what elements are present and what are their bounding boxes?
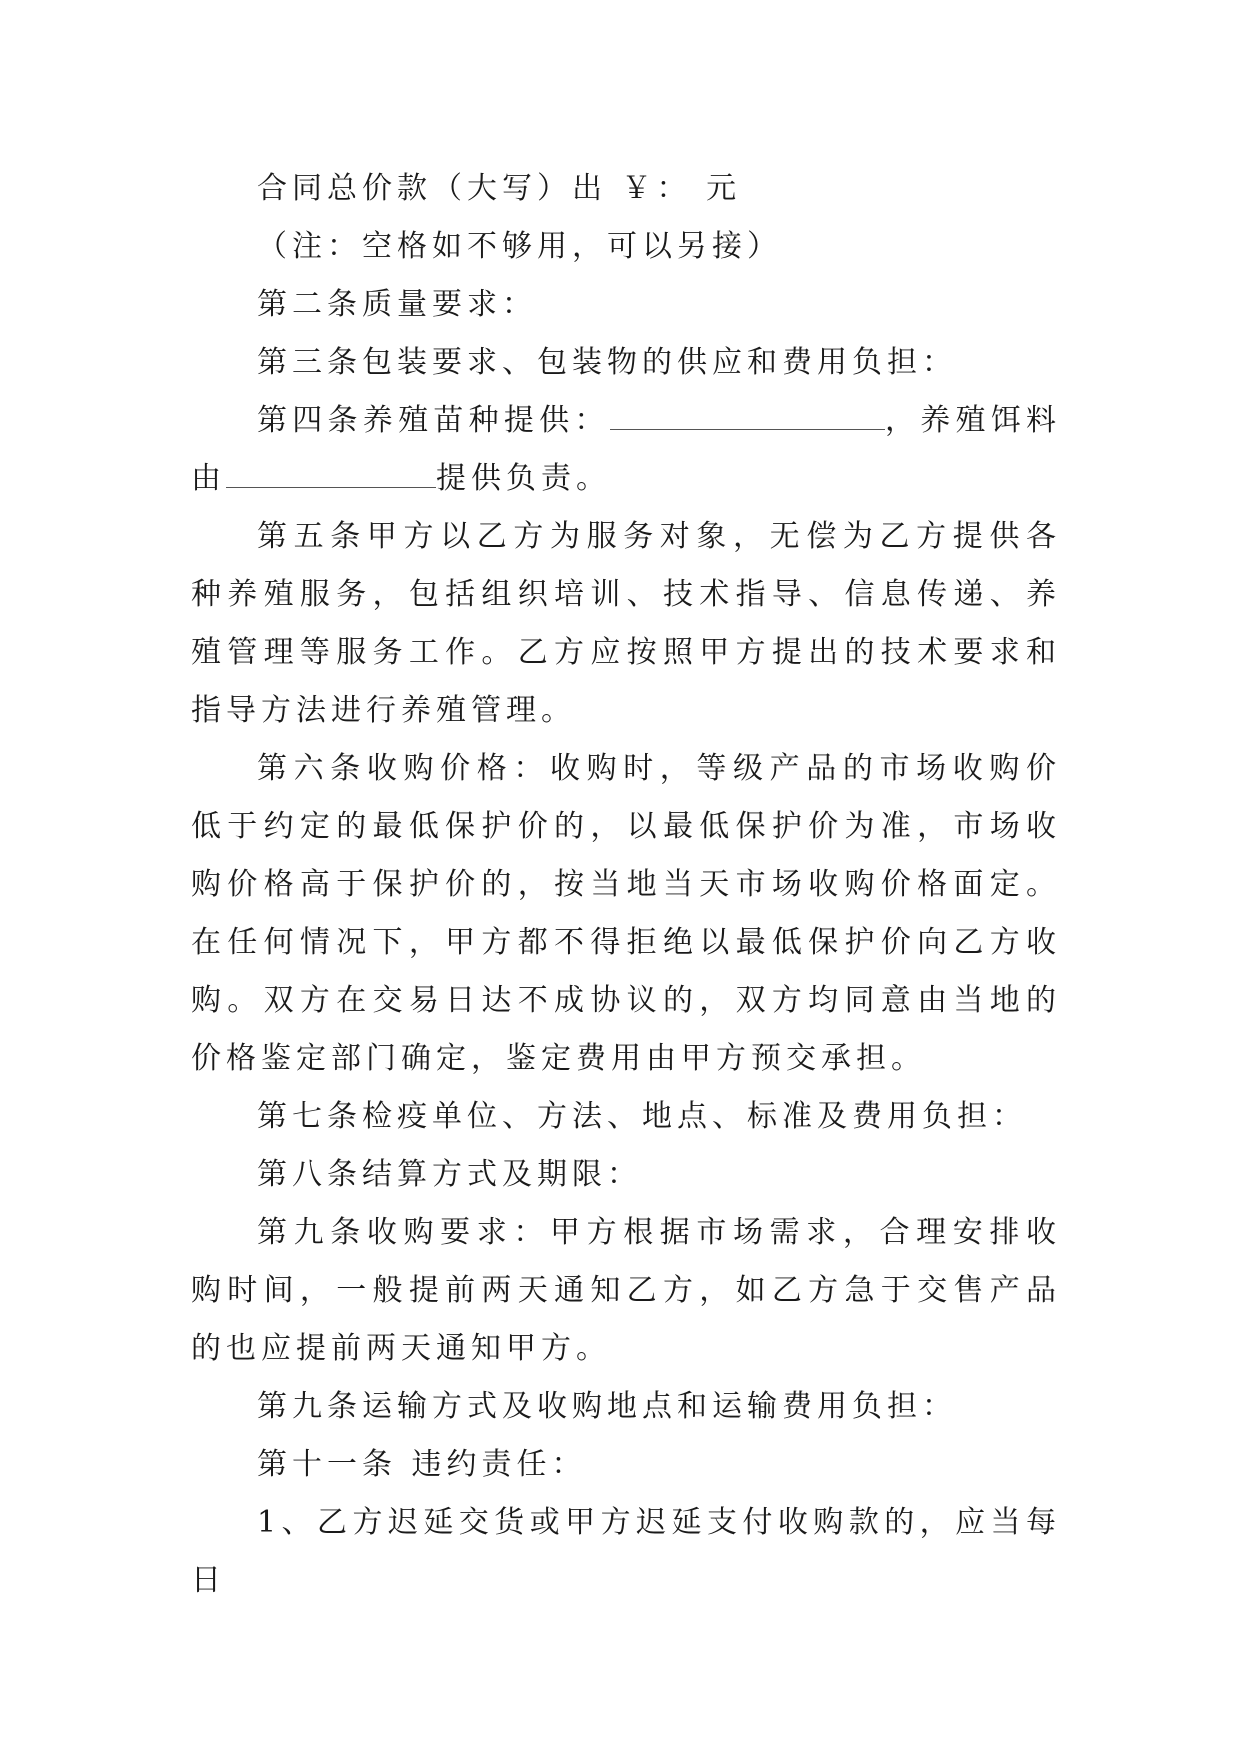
seedling-supplier-blank — [610, 399, 885, 430]
article-4-part3: 提供负责。 — [436, 461, 611, 496]
article-3-packaging: 第三条包装要求、包装物的供应和费用负担： — [257, 345, 957, 380]
article-11-liability: 第十一条 违约责任： — [257, 1447, 587, 1482]
article-4-part1: 第四条养殖苗种提供： — [257, 403, 610, 438]
article-8-settlement: 第八条结算方式及期限： — [257, 1157, 642, 1192]
article-6-purchase-price: 第六条收购价格：收购时，等级产品的市场收购价低于约定的最低保护价的，以最低保护价为准，市场收购价格高于保护价的，按当地当天市场收购价格面定。在任何情况下，甲方都不得拒绝以最低保护价向乙方收购。双方在交易日达不成协议的，双方均同意由当地的价格鉴定部门确定，鉴定费用由甲方预交承担。 — [191, 751, 1061, 1076]
article-9-transport: 第九条运输方式及收购地点和运输费用负担： — [257, 1389, 957, 1424]
article-2-quality: 第二条质量要求： — [257, 287, 537, 322]
article-5-services: 第五条甲方以乙方为服务对象，无偿为乙方提供各种养殖服务，包括组织培训、技术指导、信息传递、养殖管理等服务工作。乙方应按照甲方提出的技术要求和指导方法进行养殖管理。 — [191, 519, 1061, 728]
feed-supplier-blank — [226, 457, 436, 488]
article-4-seedling-supply — [191, 392, 1061, 508]
document-body — [191, 160, 1061, 1610]
liability-item-1: 1、乙方迟延交货或甲方迟延支付收购款的，应当每日 — [191, 1505, 1061, 1598]
total-price-line: 合同总价款（大写）出 ￥： 元 — [257, 171, 742, 206]
article-7-quarantine: 第七条检疫单位、方法、地点、标准及费用负担： — [257, 1099, 1027, 1134]
note-line: （注：空格如不够用，可以另接） — [257, 229, 782, 264]
article-9-purchase-requirements: 第九条收购要求：甲方根据市场需求，合理安排收购时间，一般提前两天通知乙方，如乙方急于交售产品的也应提前两天通知甲方。 — [191, 1215, 1061, 1366]
article-4-part2: ，养殖饵料由 — [191, 403, 1062, 496]
